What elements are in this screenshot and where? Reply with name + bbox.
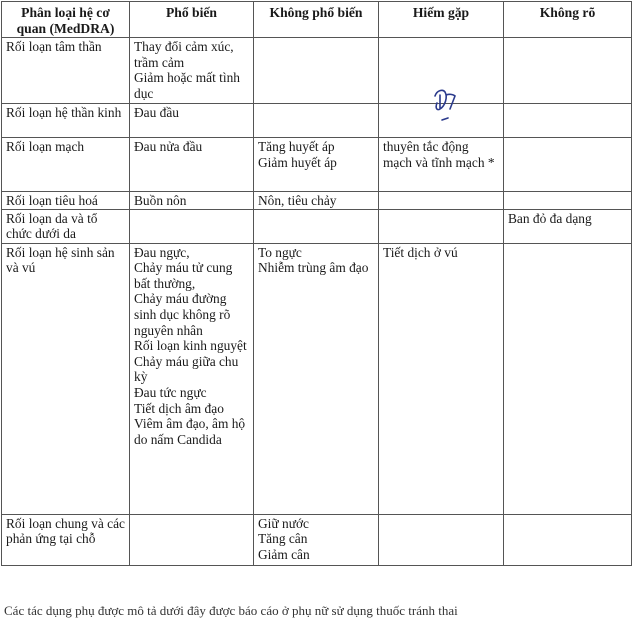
row-vascular-unknown <box>504 138 632 192</box>
table-row <box>2 209 632 243</box>
header-unknown: Không rõ <box>504 2 632 38</box>
row-skin-system: Rối loạn da và tổ chức dưới da <box>2 209 130 243</box>
row-general-rare <box>379 514 504 565</box>
row-psychiatric-common: Thay đổi cảm xúc, trầm cảm Giảm hoặc mất tình dục <box>130 38 254 104</box>
row-reproductive-system: Rối loạn hệ sinh sản và vú <box>2 243 130 514</box>
row-vascular-rare: thuyên tắc động mạch và tĩnh mạch * <box>379 138 504 192</box>
table-row <box>2 514 632 565</box>
header-rare: Hiếm gặp <box>379 2 504 38</box>
row-general-system: Rối loạn chung và các phản ứng tại chỗ <box>2 514 130 565</box>
row-vascular-common: Đau nửa đầu <box>130 138 254 192</box>
row-general-unknown <box>504 514 632 565</box>
row-gastro-rare <box>379 192 504 210</box>
footnote: Các tác dụng phụ được mô tả dưới đây được báo cáo ở phụ nữ sử dụng thuốc tránh thai <box>4 603 458 618</box>
handwritten-signature <box>431 86 461 126</box>
row-gastro-system: Rối loạn tiêu hoá <box>2 192 130 210</box>
row-vascular-system: Rối loạn mạch <box>2 138 130 192</box>
table-header-row <box>2 2 632 38</box>
row-skin-unknown: Ban đỏ đa dạng <box>504 209 632 243</box>
row-nervous-unknown <box>504 104 632 138</box>
table-row <box>2 104 632 138</box>
row-psychiatric-uncommon <box>254 38 379 104</box>
row-psychiatric-unknown <box>504 38 632 104</box>
adverse-effects-table <box>1 1 632 566</box>
table-row <box>2 192 632 210</box>
table-row <box>2 138 632 192</box>
row-nervous-common: Đau đầu <box>130 104 254 138</box>
row-reproductive-common: Đau ngực, Chảy máu tử cung bất thường, Chảy máu đường sinh dục không rõ nguyên nhân Rối loạn kinh nguyệt Chảy máu giữa chu kỳ Đau tức ngực Tiết dịch âm đạo Viêm âm đạo, âm hộ do nấm Candida <box>130 243 254 514</box>
row-reproductive-rare: Tiết dịch ở vú <box>379 243 504 514</box>
header-uncommon: Không phổ biến <box>254 2 379 38</box>
header-common: Phổ biến <box>130 2 254 38</box>
header-system-organ-class: Phân loại hệ cơ quan (MedDRA) <box>2 2 130 38</box>
row-skin-rare <box>379 209 504 243</box>
row-nervous-uncommon <box>254 104 379 138</box>
row-gastro-common: Buồn nôn <box>130 192 254 210</box>
table-row <box>2 38 632 104</box>
row-reproductive-unknown <box>504 243 632 514</box>
table-row <box>2 243 632 514</box>
row-general-uncommon: Giữ nước Tăng cân Giảm cân <box>254 514 379 565</box>
row-psychiatric-system: Rối loạn tâm thần <box>2 38 130 104</box>
row-skin-common <box>130 209 254 243</box>
row-skin-uncommon <box>254 209 379 243</box>
row-gastro-uncommon: Nôn, tiêu chảy <box>254 192 379 210</box>
row-gastro-unknown <box>504 192 632 210</box>
row-nervous-system: Rối loạn hệ thần kinh <box>2 104 130 138</box>
row-general-common <box>130 514 254 565</box>
row-reproductive-uncommon: To ngực Nhiễm trùng âm đạo <box>254 243 379 514</box>
row-vascular-uncommon: Tăng huyết áp Giảm huyết áp <box>254 138 379 192</box>
